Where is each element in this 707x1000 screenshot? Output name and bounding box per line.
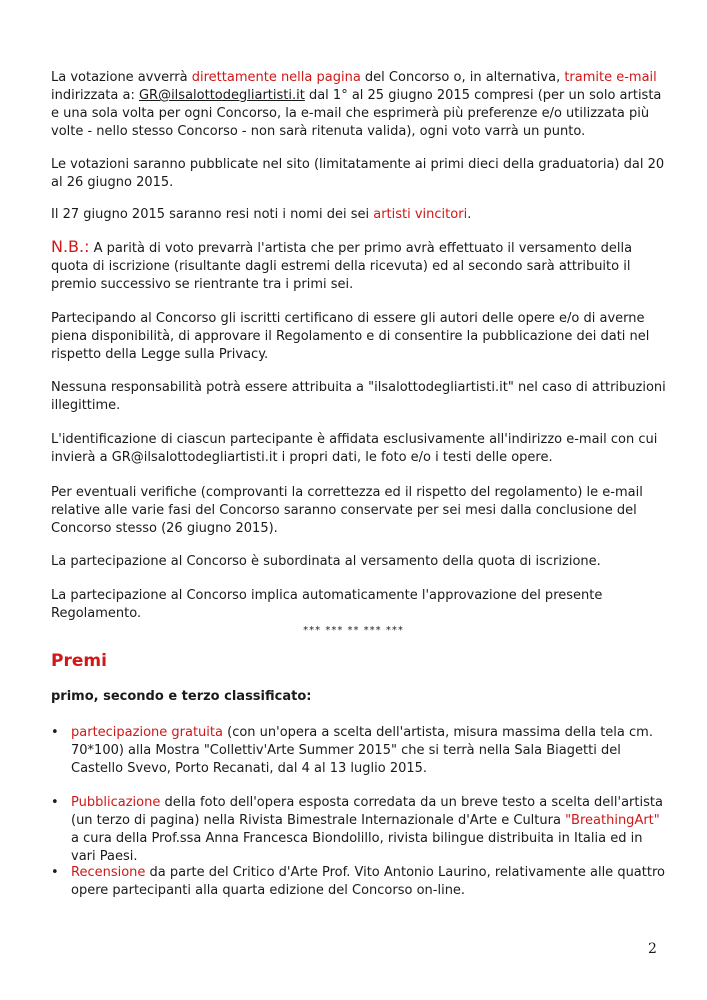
nb-paragraph [51, 238, 671, 294]
highlight-breathingart: "BreathingArt" [565, 813, 660, 828]
text-run: da parte del Critico d'Arte Prof. Vito Antonio Laurino, relativamente alle quattro opere partecipanti alla quarta edizione del Concorso on-line. [71, 865, 665, 898]
nb-label: N.B.: [51, 237, 90, 256]
text-run: dal 1° al 25 giugno 2015 compresi (per un solo artista e una sola volta per ogni Concorso, la e-mail che esprimerà più preferenze e/o utilizzata più volte - nello stesso Concorso - non sarà ritenuta valida), ogni voto varrà un punto. [51, 88, 662, 139]
text-run: A parità di voto prevarrà l'artista che per primo avrà effettuato il versamento della quota di iscrizione (risultante dagli estremi della ricevuta) ed al secondo sarà attribuito il premio successivo se rientrante tra i primi sei. [51, 241, 633, 292]
list-item-text [71, 864, 671, 900]
highlight-free-participation: partecipazione gratuita [71, 725, 223, 740]
bullet-icon: • [51, 725, 59, 740]
bullet-icon: • [51, 865, 59, 880]
text-run: a cura della Prof.ssa Anna Francesca Biondolillo, rivista bilingue distribuita in Italia ed in vari Paesi. [71, 831, 643, 864]
approval-paragraph: La partecipazione al Concorso implica automaticamente l'approvazione del presente Regolamento. [51, 588, 603, 621]
list-item-text [71, 794, 671, 866]
text-run: della foto dell'opera esposta corredata da un breve testo a scelta dell'artista (un terzo di pagina) nella Rivista Bimestrale Internazionale d'Arte e Cultura [71, 795, 663, 828]
highlight-winners: artisti vincitori [373, 207, 468, 222]
fee-paragraph: La partecipazione al Concorso è subordinata al versamento della quota di iscrizione. [51, 554, 601, 569]
highlight-review: Recensione [71, 865, 146, 880]
highlight-publication: Pubblicazione [71, 795, 161, 810]
section-separator: *** *** ** *** *** [303, 625, 404, 636]
verification-paragraph: Per eventuali verifiche (comprovanti la correttezza ed il rispetto del regolamento) le e-mail relative alle varie fasi del Concorso saranno conservate per sei mesi dalla conclusione del Concorso stesso (26 giugno 2015). [51, 485, 643, 536]
responsibility-paragraph: Nessuna responsabilità potrà essere attribuita a "ilsalottodegliartisti.it" nel caso di attribuzioni illegittime. [51, 380, 666, 413]
text-run: indirizzata a: [51, 88, 139, 103]
text-run: La votazione avverrà [51, 70, 192, 85]
premi-subheading: primo, secondo e terzo classificato: [51, 689, 312, 704]
email-link[interactable]: GR@ilsalottodegliartisti.it [138, 88, 305, 103]
page-number: 2 [648, 941, 657, 957]
voting-paragraph [51, 69, 671, 141]
highlight-direct-page: direttamente nella pagina [191, 70, 361, 85]
list-item-text [71, 724, 671, 778]
certification-paragraph: Partecipando al Concorso gli iscritti certificano di essere gli autori delle opere e/o di averne piena disponibilità, di approvare il Regolamento e di consentire la pubblicazione dei dati nel rispetto della Legge sulla Privacy. [51, 311, 650, 362]
highlight-email: tramite e-mail [564, 70, 657, 85]
identification-paragraph: L'identificazione di ciascun partecipante è affidata esclusivamente all'indirizzo e-mail con cui invierà a GR@ilsalottodegliartisti.it i propri dati, le foto e/o i testi delle opere. [51, 432, 658, 465]
bullet-icon: • [51, 795, 59, 810]
winners-paragraph [51, 206, 671, 224]
text-run: Il 27 giugno 2015 saranno resi noti i nomi dei sei [51, 207, 374, 222]
premi-heading: Premi [51, 651, 107, 671]
text-run: . [467, 207, 472, 222]
text-run: del Concorso o, in alternativa, [360, 70, 565, 85]
text-run: (con un'opera a scelta dell'artista, misura massima della tela cm. 70*100) alla Mostra "Collettiv'Arte Summer 2015" che si terrà nella Sala Biagetti del Castello Svevo, Porto Recanati, dal 4 al 13 luglio 2015. [71, 725, 653, 776]
results-paragraph: Le votazioni saranno pubblicate nel sito (limitatamente ai primi dieci della graduatoria) dal 20 al 26 giugno 2015. [51, 157, 665, 190]
